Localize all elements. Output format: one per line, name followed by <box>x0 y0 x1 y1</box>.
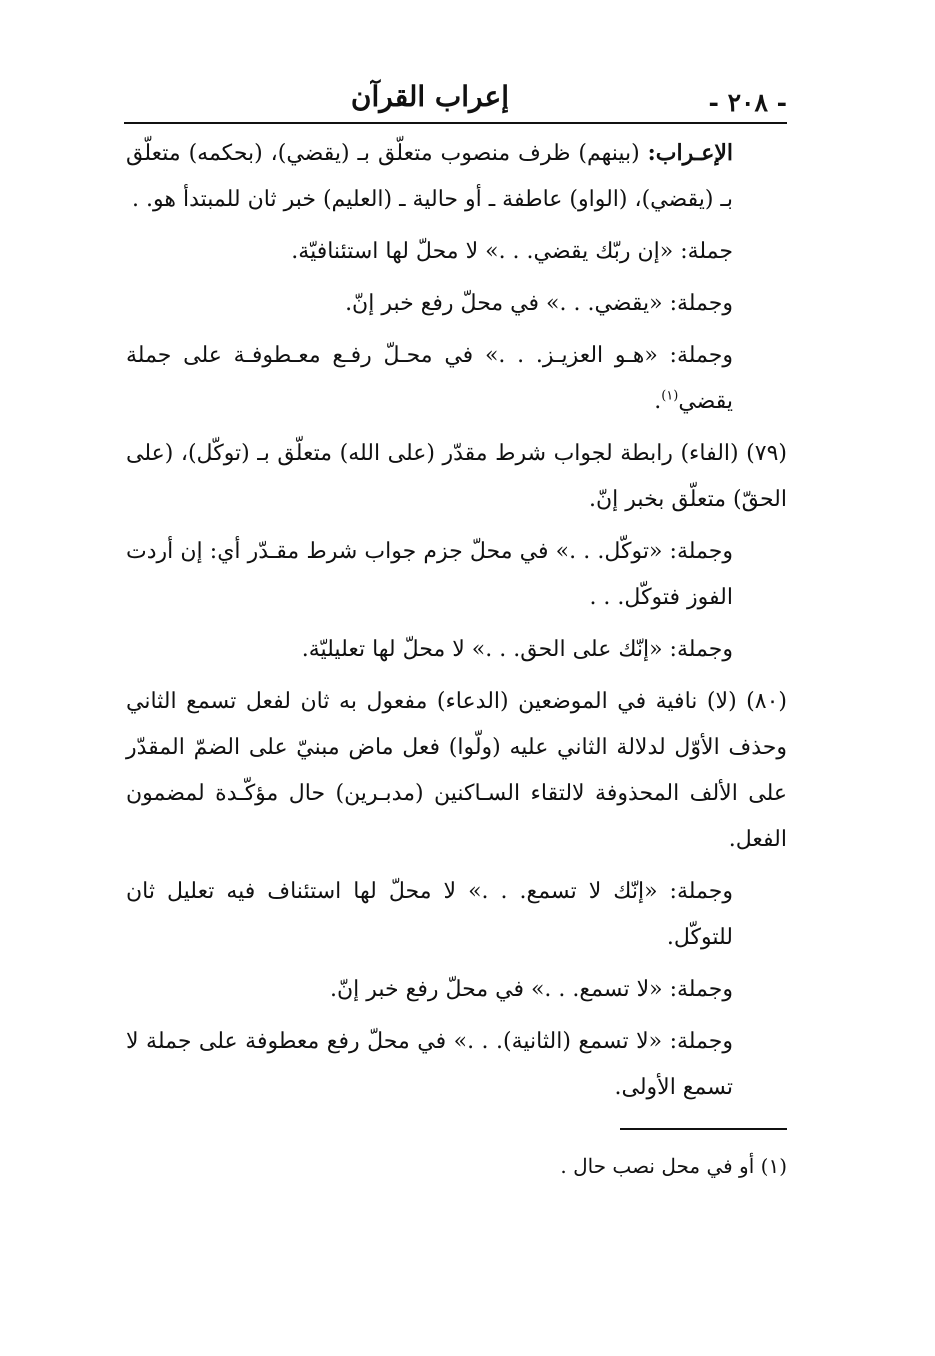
page-body <box>126 130 787 1117</box>
page-number: - ٢٠٨ - <box>708 88 787 117</box>
sentence-analysis-8: وجملة: «لا تسمع (الثانية). . .» في محلّ رفع معطوفة على جملة لا تسمع الأولى. <box>126 1029 733 1100</box>
i3rab-text: (بينهم) ظرف منصوب متعلّق بـ (يقضي)، (بحكمه) متعلّق بـ (يقضي)، (الواو) عاطفة ـ أو حالية ـ (العليم) خبر ثان للمبتدأ هو. . <box>126 141 733 212</box>
paragraph-i3rab <box>126 130 787 223</box>
book-title: إعراب القرآن <box>350 80 509 113</box>
sentence-analysis-1: جملة: «إن ربّك يقضي. . .» لا محلّ لها استئنافيّة. <box>291 239 733 264</box>
sentence-analysis-2: وجملة: «يقضي. . .» في محلّ رفع خبر إنّ. <box>345 291 733 316</box>
sentence-analysis-3 <box>126 333 787 425</box>
sentence-analysis-5: وجملة: «إنّك على الحق. . .» لا محلّ لها تعليليّة. <box>301 637 733 662</box>
sentence-analysis-3-text: وجملة: «هـو العزيـز. . .» في محـلّ رفـع معـطوفـة على جملة يقضي <box>126 343 733 414</box>
i3rab-label: الإعـراب: <box>647 140 733 166</box>
sentence-analysis-7: وجملة: «لا تسمع. . .» في محلّ رفع خبر إنّ. <box>330 977 733 1002</box>
footnote-reference: (١) <box>661 388 679 404</box>
sentence-analysis-6: وجملة: «إنّك لا تسمع. . .» لا محلّ لها استئناف فيه تعليل ثان للتوكّل. <box>126 879 733 950</box>
sentence-analysis-4: وجملة: «توكّل. . .» في محلّ جزم جواب شرط مقـدّر أي: إن أردت الفوز فتوكّل. . . <box>126 539 733 610</box>
verse-79-analysis: (٧٩) (الفاء) رابطة لجواب شرط مقدّر (على الله) متعلّق بـ (توكّل)، (على الحقّ) متعلّق بخبر إنّ. <box>126 441 787 512</box>
page-header <box>124 76 787 124</box>
verse-80-analysis: (٨٠) (لا) نافية في الموضعين (الدعاء) مفعول به ثان لفعل تسمع الثاني وحذف الأوّل لدلالة الثاني عليه (ولّوا) فعل ماض مبنيّ على الضمّ المقدّر على الألف المحذوفة لالتقاء السـاكنين (مدبـرين) حال مؤكّـدة لمضمون الفعل. <box>126 689 787 852</box>
footnote: (١) أو في محل نصب حال . <box>560 1154 787 1178</box>
sentence-analysis-3-end: . <box>654 389 662 414</box>
footnote-divider <box>620 1128 787 1130</box>
